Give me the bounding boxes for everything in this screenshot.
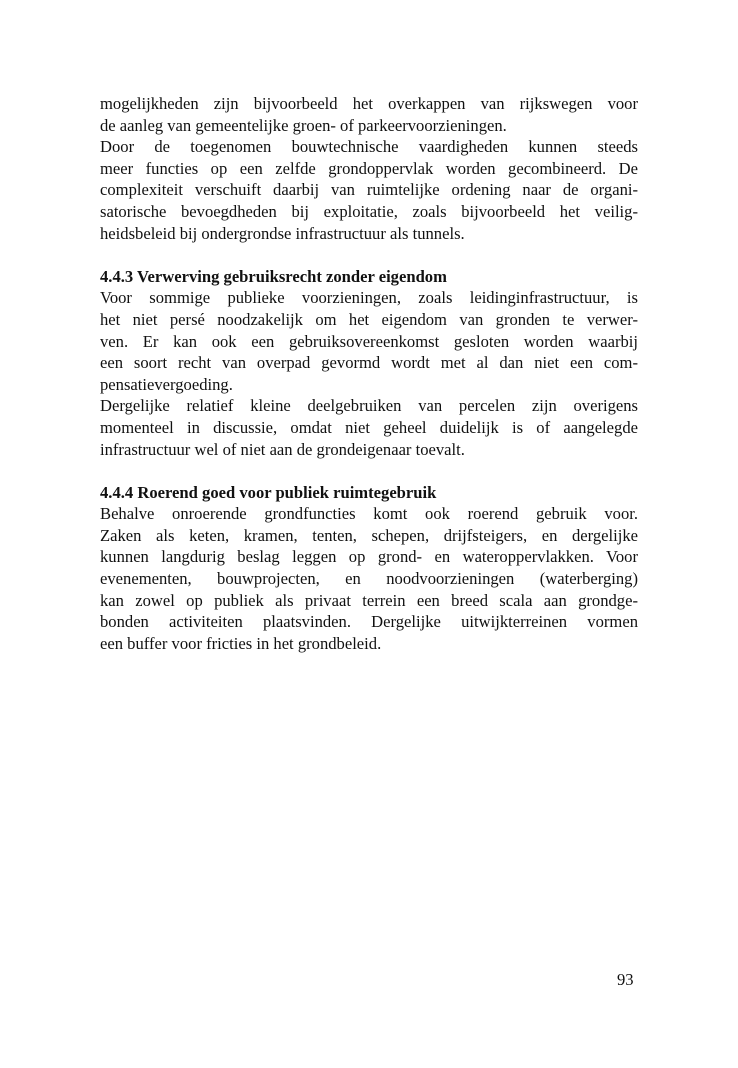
text-line: infrastructuur wel of niet aan de grondeigenaar toevalt. [100, 439, 465, 459]
text-line: een buffer voor fricties in het grondbeleid. [100, 633, 382, 653]
text-line: Behalve onroerende grondfuncties komt ook roerend gebruik voor. [100, 504, 638, 524]
text-line: het niet persé noodzakelijk om het eigendom van gronden te verwer- [100, 309, 638, 329]
text-line: Door de toegenomen bouwtechnische vaardigheden kunnen steeds [100, 137, 638, 157]
text-line: complexiteit verschuift daarbij van ruimtelijke ordening naar de organi- [100, 180, 638, 200]
text-line: ven. Er kan ook een gebruiksovereenkomst gesloten worden waarbij [100, 331, 638, 351]
paragraph [100, 136, 638, 244]
text-line: bonden activiteiten plaatsvinden. Dergelijke uitwijkterreinen vormen [100, 612, 638, 632]
text-line: heidsbeleid bij ondergrondse infrastructuur als tunnels. [100, 223, 465, 243]
text-line: Zaken als keten, kramen, tenten, schepen, drijfsteigers, en dergelijke [100, 525, 638, 545]
text-line: een soort recht van overpad gevormd wordt met al dan niet een com- [100, 353, 638, 373]
text-line: Dergelijke relatief kleine deelgebruiken van percelen zijn overigens [100, 396, 638, 416]
text-line: Voor sommige publieke voorzieningen, zoals leidinginfrastructuur, is [100, 288, 638, 308]
text-line: kan zowel op publiek als privaat terrein een breed scala aan grondge- [100, 590, 638, 610]
paragraph [100, 93, 638, 136]
page-body [100, 93, 638, 654]
text-line: evenementen, bouwprojecten, en noodvoorzieningen (waterberging) [100, 569, 638, 589]
text-line: mogelijkheden zijn bijvoorbeeld het overkappen van rijkswegen voor [100, 94, 638, 113]
text-line: de aanleg van gemeentelijke groen- of parkeervoorzieningen. [100, 115, 507, 135]
text-line: meer functies op een zelfde grondoppervlak worden gecombineerd. De [100, 158, 638, 178]
section-heading: 4.4.4 Roerend goed voor publiek ruimtegebruik [100, 482, 437, 502]
text-line: satorische bevoegdheden bij exploitatie, zoals bijvoorbeeld het veilig- [100, 201, 638, 221]
paragraph [100, 395, 638, 460]
section-heading: 4.4.3 Verwerving gebruiksrecht zonder eigendom [100, 266, 447, 286]
paragraph [100, 287, 638, 395]
text-line: pensatievergoeding. [100, 374, 233, 394]
text-line: kunnen langdurig beslag leggen op grond- en wateroppervlakken. Voor [100, 547, 638, 567]
text-line: momenteel in discussie, omdat niet geheel duidelijk is of aangelegde [100, 417, 638, 437]
page-number: 93 [617, 970, 634, 989]
paragraph [100, 503, 638, 654]
